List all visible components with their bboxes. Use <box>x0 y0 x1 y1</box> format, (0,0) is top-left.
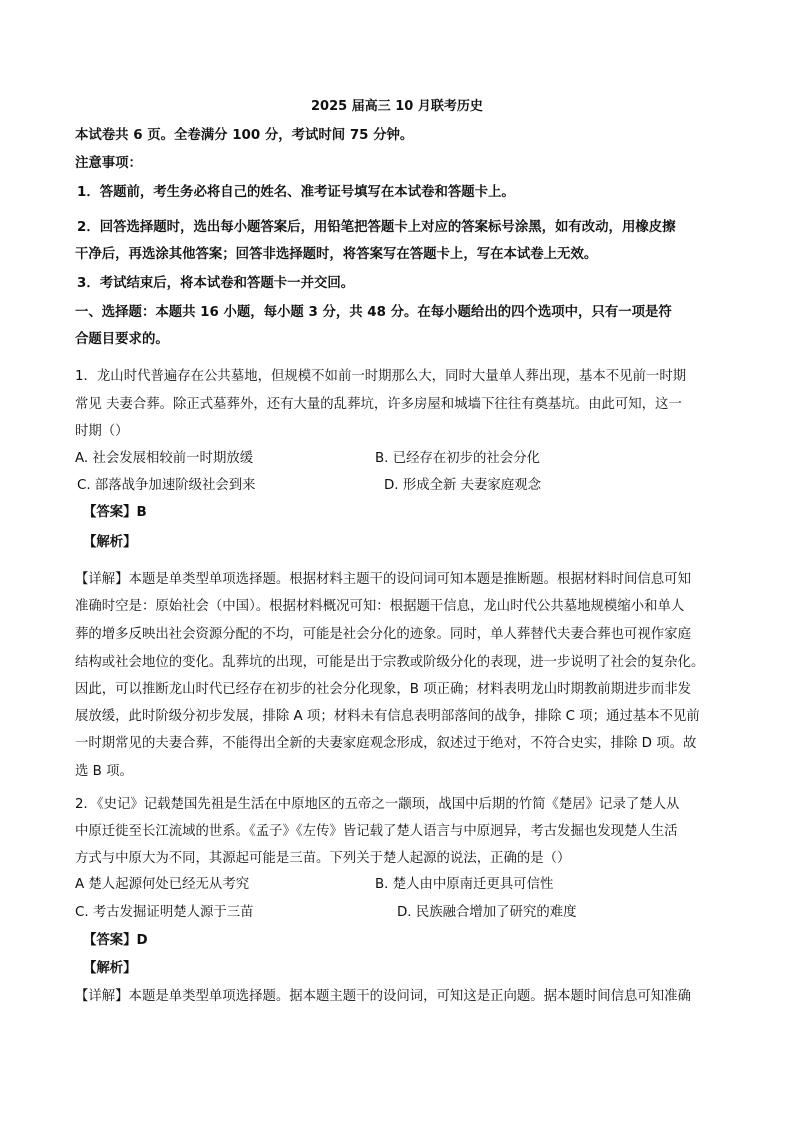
note-2-cont: 干净后，再选涂其他答案；回答非选择题时，将答案写在答题卡上，写在本试卷上无效。 <box>75 247 598 262</box>
q1-analysis-label: 【解析】 <box>83 535 137 550</box>
q2-stem-line-3: 方式与中原大为不同，其源起可能是三苗。下列关于楚人起源的说法，正确的是（） <box>75 851 571 866</box>
note-3: 3．考试结束后，将本试卷和答题卡一并交回。 <box>77 276 355 291</box>
q2-answer: 【答案】D <box>83 933 148 948</box>
q2-option-c: C. 考古发掘证明楚人源于三苗 <box>75 905 254 920</box>
q1-detail-line-1: 【详解】本题是单类型单项选择题。根据材料主题干的设问词可知本题是推断题。根据材料时间信息可知 <box>75 572 691 587</box>
q1-stem-line-1: 1．龙山时代普遍存在公共墓地，但规模不如前一时期那么大，同时大量单人葬出现，基本不见前一时期 <box>75 369 687 384</box>
q1-option-a: A. 社会发展相较前一时期放缓 <box>75 451 254 466</box>
q2-option-d: D. 民族融合增加了研究的难度 <box>397 905 577 920</box>
q1-answer: 【答案】B <box>83 505 147 520</box>
q1-detail-line-5: 因此，可以推断龙山时代已经存在初步的社会分化现象，B 项正确；材料表明龙山时期教前期进步而非发 <box>75 682 692 697</box>
q2-stem-line-1: 2．《史记》记载楚国先祖是生活在中原地区的五帝之一颛顼，战国中后期的竹简《楚居》记录了楚人从 <box>75 797 680 812</box>
q1-stem-line-2: 常见 夫妻合葬。除正式墓葬外，还有大量的乱葬坑，许多房屋和城墙下往往有奠基坑。由此可知，这一 <box>75 397 682 412</box>
notes-label: 注意事项： <box>75 156 142 171</box>
q1-detail-line-6: 展放缓，此时阶级分初步发展，排除 A 项；材料未有信息表明部落间的战争，排除 C 项；通过基本不见前 <box>75 709 700 724</box>
q1-option-d: D. 形成全新 夫妻家庭观念 <box>384 478 541 493</box>
q1-option-b: B. 已经存在初步的社会分化 <box>375 451 540 466</box>
q1-detail-line-4: 结构或社会地位的变化。乱葬坑的出现，可能是出于宗教或阶级分化的表现，进一步说明了社会的复杂化。 <box>75 655 705 670</box>
q2-detail-line-1: 【详解】本题是单类型单项选择题。据本题主题干的设问词，可知这是正向题。据本题时间信息可知准确 <box>75 989 691 1004</box>
q2-option-a: A 楚人起源何处已经无从考究 <box>75 877 250 892</box>
note-2: 2．回答选择题时，选出每小题答案后，用铅笔把答题卡上对应的答案标号涂黑，如有改动，用橡皮擦 <box>77 220 676 235</box>
q1-detail-line-2: 准确时空是：原始社会（中国）。根据材料概况可知：根据题干信息，龙山时代公共墓地规模缩小和单人 <box>75 599 685 614</box>
note-1: 1．答题前，考生务必将自己的姓名、准考证号填写在本试卷和答题卡上。 <box>77 185 515 200</box>
q2-stem-line-2: 中原迁徙至长江流域的世系。《孟子》《左传》皆记载了楚人语言与中原迥异，考古发掘也发现楚人生活 <box>75 824 678 839</box>
exam-intro: 本试卷共 6 页。全卷满分 100 分，考试时间 75 分钟。 <box>75 128 414 143</box>
q1-stem-line-3: 时期（） <box>75 424 129 439</box>
page-title: 2025 届高三 10 月联考历史 <box>311 99 483 114</box>
q1-option-c: C. 部落战争加速阶级社会到来 <box>77 478 256 493</box>
q1-detail-line-3: 葬的增多反映出社会资源分配的不均，可能是社会分化的迹象。同时，单人葬替代夫妻合葬也可视作家庭 <box>75 627 691 642</box>
q1-detail-line-8: 选 B 项。 <box>75 764 133 779</box>
q2-option-b: B. 楚人由中原南迁更具可信性 <box>375 877 554 892</box>
section-heading: 一、选择题：本题共 16 小题，每小题 3 分，共 48 分。在每小题给出的四个选项中，只有一项是符 <box>75 305 672 320</box>
q2-analysis-label: 【解析】 <box>83 961 137 976</box>
q1-detail-line-7: 一时期常见的夫妻合葬，不能得出全新的夫妻家庭观念形成，叙述过于绝对，不符合史实，排除 D 项。故 <box>75 736 697 751</box>
section-heading-cont: 合题目要求的。 <box>75 332 169 347</box>
